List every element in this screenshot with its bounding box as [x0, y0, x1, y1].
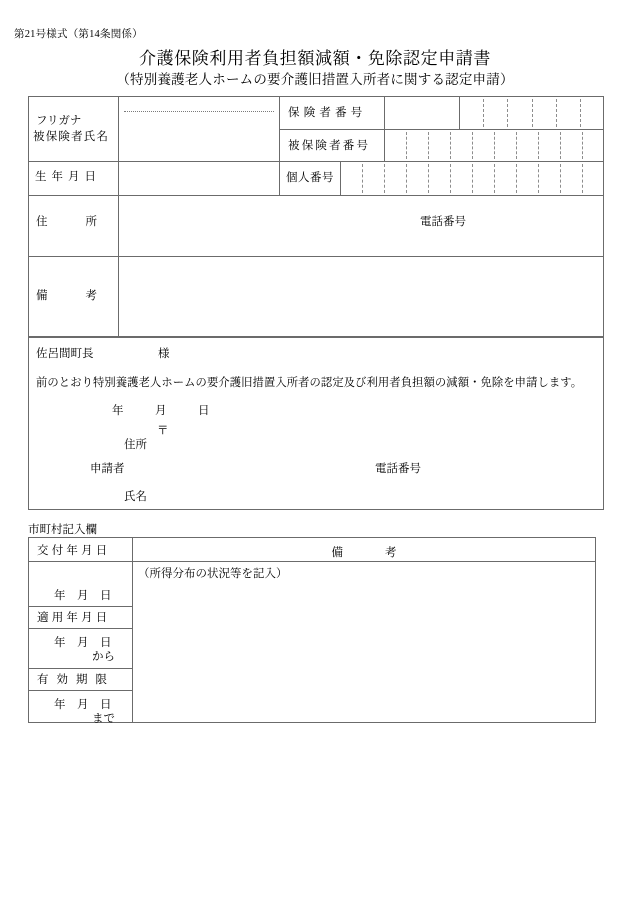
issue-date-value[interactable]: 年 月 日 [54, 590, 112, 602]
insured-number-label: 被保険者番号 [288, 140, 371, 152]
apply-date-header: 適用年月日 [37, 612, 111, 624]
municipal-remarks-header: 備考 [331, 547, 439, 559]
municipal-row-divider-3 [28, 668, 132, 669]
row-divider-address [28, 195, 604, 196]
applicant-address-label: 住所 [124, 439, 147, 451]
form-number: 第21号様式（第14条関係） [14, 29, 143, 40]
number-cell-divider [406, 132, 407, 159]
personal-number-label: 個人番号 [286, 172, 334, 184]
furigana-label: フリガナ [36, 115, 82, 127]
number-cell-divider [516, 164, 517, 193]
number-cell-divider [450, 132, 451, 159]
applicant-phone-value[interactable] [484, 215, 596, 231]
validity-header: 有効期限 [37, 674, 115, 686]
remarks-value[interactable] [124, 262, 596, 332]
insured-name-value[interactable] [124, 118, 274, 158]
birthdate-label: 生年月日 [35, 171, 101, 183]
number-cell-divider [538, 132, 539, 159]
municipal-header-divider [28, 561, 596, 562]
addressee: 佐呂間町長 [36, 348, 94, 360]
number-cell-divider [406, 164, 407, 193]
statement-block [28, 337, 604, 510]
number-cell-divider [582, 164, 583, 193]
number-cell-divider [384, 164, 385, 193]
insurer-number-label: 保険者番号 [288, 107, 367, 119]
number-cell-divider [532, 99, 533, 127]
number-cell-divider [472, 132, 473, 159]
personal-number-grid[interactable] [340, 162, 604, 195]
statement-body: 前のとおり特別養護老人ホームの要介護旧措置入所者の認定及び利用者負担額の減額・免除を申請します。 [36, 377, 583, 389]
number-cell-divider [538, 164, 539, 193]
municipal-remarks-note: （所得分布の状況等を記入） [138, 568, 288, 580]
apply-date-suffix: から [92, 651, 115, 663]
addressee-honorific: 様 [158, 348, 170, 360]
apply-date-value[interactable]: 年 月 日 [54, 637, 112, 649]
municipal-table [28, 537, 596, 723]
statement-date-month: 月 [155, 405, 167, 417]
applicant-phone-label: 電話番号 [420, 216, 466, 228]
remarks-label: 備考 [36, 290, 135, 302]
validity-suffix: まで [92, 713, 115, 725]
page-subtitle: （特別養護老人ホームの要介護旧措置入所者に関する認定申請） [116, 72, 514, 87]
page-title: 介護保険利用者負担額減額・免除認定申請書 [139, 49, 491, 68]
number-cell-divider [582, 132, 583, 159]
insured-number-grid[interactable] [384, 130, 604, 161]
address-value[interactable] [124, 199, 404, 251]
number-cell-divider [580, 99, 581, 127]
furigana-guide-line [124, 111, 274, 112]
applicant-label: 申請者 [90, 463, 125, 475]
issue-date-header: 交付年月日 [37, 545, 111, 557]
address-label: 住所 [36, 216, 135, 228]
number-cell-divider [560, 132, 561, 159]
number-cell-divider [362, 164, 363, 193]
applicant-name-label: 氏名 [124, 491, 147, 503]
municipal-row-divider-4 [28, 690, 132, 691]
insurer-number-grid[interactable] [459, 97, 604, 129]
number-cell-divider [472, 164, 473, 193]
number-cell-divider [494, 164, 495, 193]
number-cell-divider [483, 99, 484, 127]
furigana-value[interactable] [124, 99, 274, 110]
municipal-row-divider-1 [28, 606, 132, 607]
number-cell-divider [560, 164, 561, 193]
insured-name-label: 被保険者氏名 [33, 131, 110, 143]
postal-mark: 〒 [157, 425, 169, 437]
validity-value[interactable]: 年 月 日 [54, 699, 112, 711]
birthdate-value[interactable] [124, 166, 274, 191]
municipal-section-heading: 市町村記入欄 [28, 524, 97, 536]
name-field-right-divider [279, 96, 280, 195]
number-cell-divider [516, 132, 517, 159]
number-cell-divider [556, 99, 557, 127]
number-cell-divider [494, 132, 495, 159]
statement-date-year: 年 [112, 405, 124, 417]
municipal-row-divider-2 [28, 628, 132, 629]
number-cell-divider [450, 164, 451, 193]
municipal-label-column-divider [132, 537, 133, 723]
number-cell-divider [428, 132, 429, 159]
number-cell-divider [428, 164, 429, 193]
statement-date-day: 日 [198, 405, 210, 417]
applicant-phone-label-2: 電話番号 [375, 463, 421, 475]
number-cell-divider [507, 99, 508, 127]
row-divider-remarks [28, 256, 604, 257]
